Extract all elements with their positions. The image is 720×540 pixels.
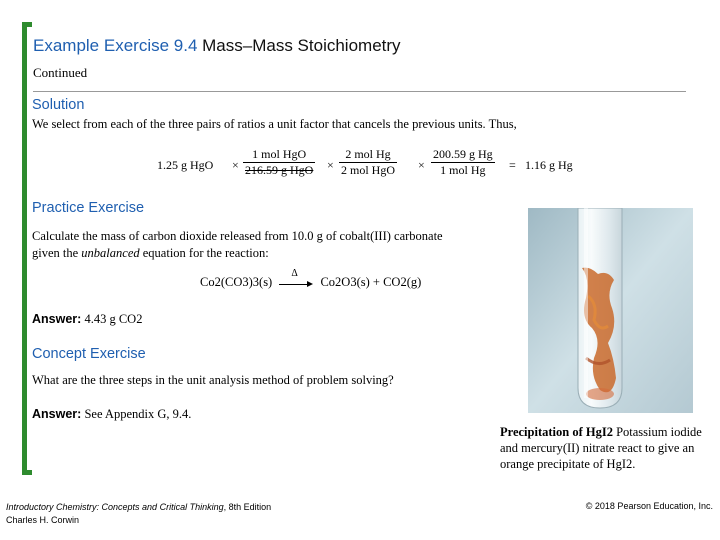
concept-question: What are the three steps in the unit analysis method of problem solving? xyxy=(32,373,394,387)
footer-book-title: Introductory Chemistry: Concepts and Critical Thinking xyxy=(6,502,224,512)
concept-answer xyxy=(32,407,191,422)
practice-line-2-emphasis: unbalanced xyxy=(81,246,140,260)
factor1-numerator: 1 mol HgO xyxy=(252,147,307,161)
practice-answer-label: Answer: xyxy=(32,312,82,326)
factor3-denominator: 1 mol Hg xyxy=(431,162,495,178)
practice-line-2-start: given the xyxy=(32,246,82,260)
solution-heading: Solution xyxy=(32,97,85,113)
title-topic: Mass–Mass Stoichiometry xyxy=(202,36,401,55)
reaction-equation xyxy=(200,268,422,290)
equation-result: 1.16 g Hg xyxy=(525,158,573,172)
practice-line-1: Calculate the mass of carbon dioxide released from 10.0 g of cobalt(III) carbonate xyxy=(32,229,443,243)
solution-text: We select from each of the three pairs of ratios a unit factor that cancels the previous units. Thus, xyxy=(32,117,517,131)
heat-symbol: Δ xyxy=(291,268,298,280)
reactant: Co2(CO3)3(s) xyxy=(200,275,273,289)
times-symbol: × xyxy=(418,158,425,172)
practice-line-2-end: equation for the reaction: xyxy=(139,246,269,260)
concept-heading: Concept Exercise xyxy=(32,346,146,362)
equation-start: 1.25 g HgO xyxy=(157,158,214,172)
concept-answer-label: Answer: xyxy=(32,407,82,421)
practice-answer xyxy=(32,312,142,327)
practice-heading: Practice Exercise xyxy=(32,200,145,216)
unit-factor-1 xyxy=(243,147,315,178)
factor2-numerator: 2 mol Hg xyxy=(345,147,391,161)
footer-copyright: © 2018 Pearson Education, Inc. xyxy=(585,501,713,511)
product-1: Co2O3(s) xyxy=(320,275,370,289)
factor2-denominator: 2 mol HgO xyxy=(341,163,395,177)
caption-title: Precipitation of HgI2 xyxy=(500,425,613,439)
reaction-arrow xyxy=(279,268,313,288)
green-bracket-decoration xyxy=(22,22,32,475)
footer-citation xyxy=(6,501,271,527)
plus-symbol: + xyxy=(372,275,380,289)
continued-label: Continued xyxy=(33,65,88,80)
times-symbol: × xyxy=(232,158,239,172)
factor1-denominator: 216.59 g HgO xyxy=(245,163,314,177)
unit-factor-3 xyxy=(431,147,495,178)
page-title xyxy=(33,36,401,56)
times-symbol: × xyxy=(327,158,334,172)
concept-answer-value: See Appendix G, 9.4. xyxy=(84,407,192,421)
footer-author: Charles H. Corwin xyxy=(6,515,80,525)
unit-factor-2 xyxy=(339,147,397,178)
equals-symbol: = xyxy=(509,158,516,172)
product-2: CO2(g) xyxy=(383,275,422,289)
divider xyxy=(33,91,686,92)
photo-caption xyxy=(500,424,715,472)
stoichiometry-equation xyxy=(155,144,585,188)
practice-line-2 xyxy=(32,245,269,262)
practice-answer-value: 4.43 g CO2 xyxy=(84,312,143,326)
title-exercise-number: Example Exercise 9.4 xyxy=(33,36,198,55)
footer-edition: , 8th Edition xyxy=(223,502,272,512)
test-tube-illustration xyxy=(528,208,693,413)
test-tube-photo xyxy=(528,208,693,413)
factor3-numerator: 200.59 g Hg xyxy=(433,147,493,161)
caption-text: Potassium iodide and mercury(II) nitrate react to give an orange precipitate of HgI2. xyxy=(500,425,702,471)
